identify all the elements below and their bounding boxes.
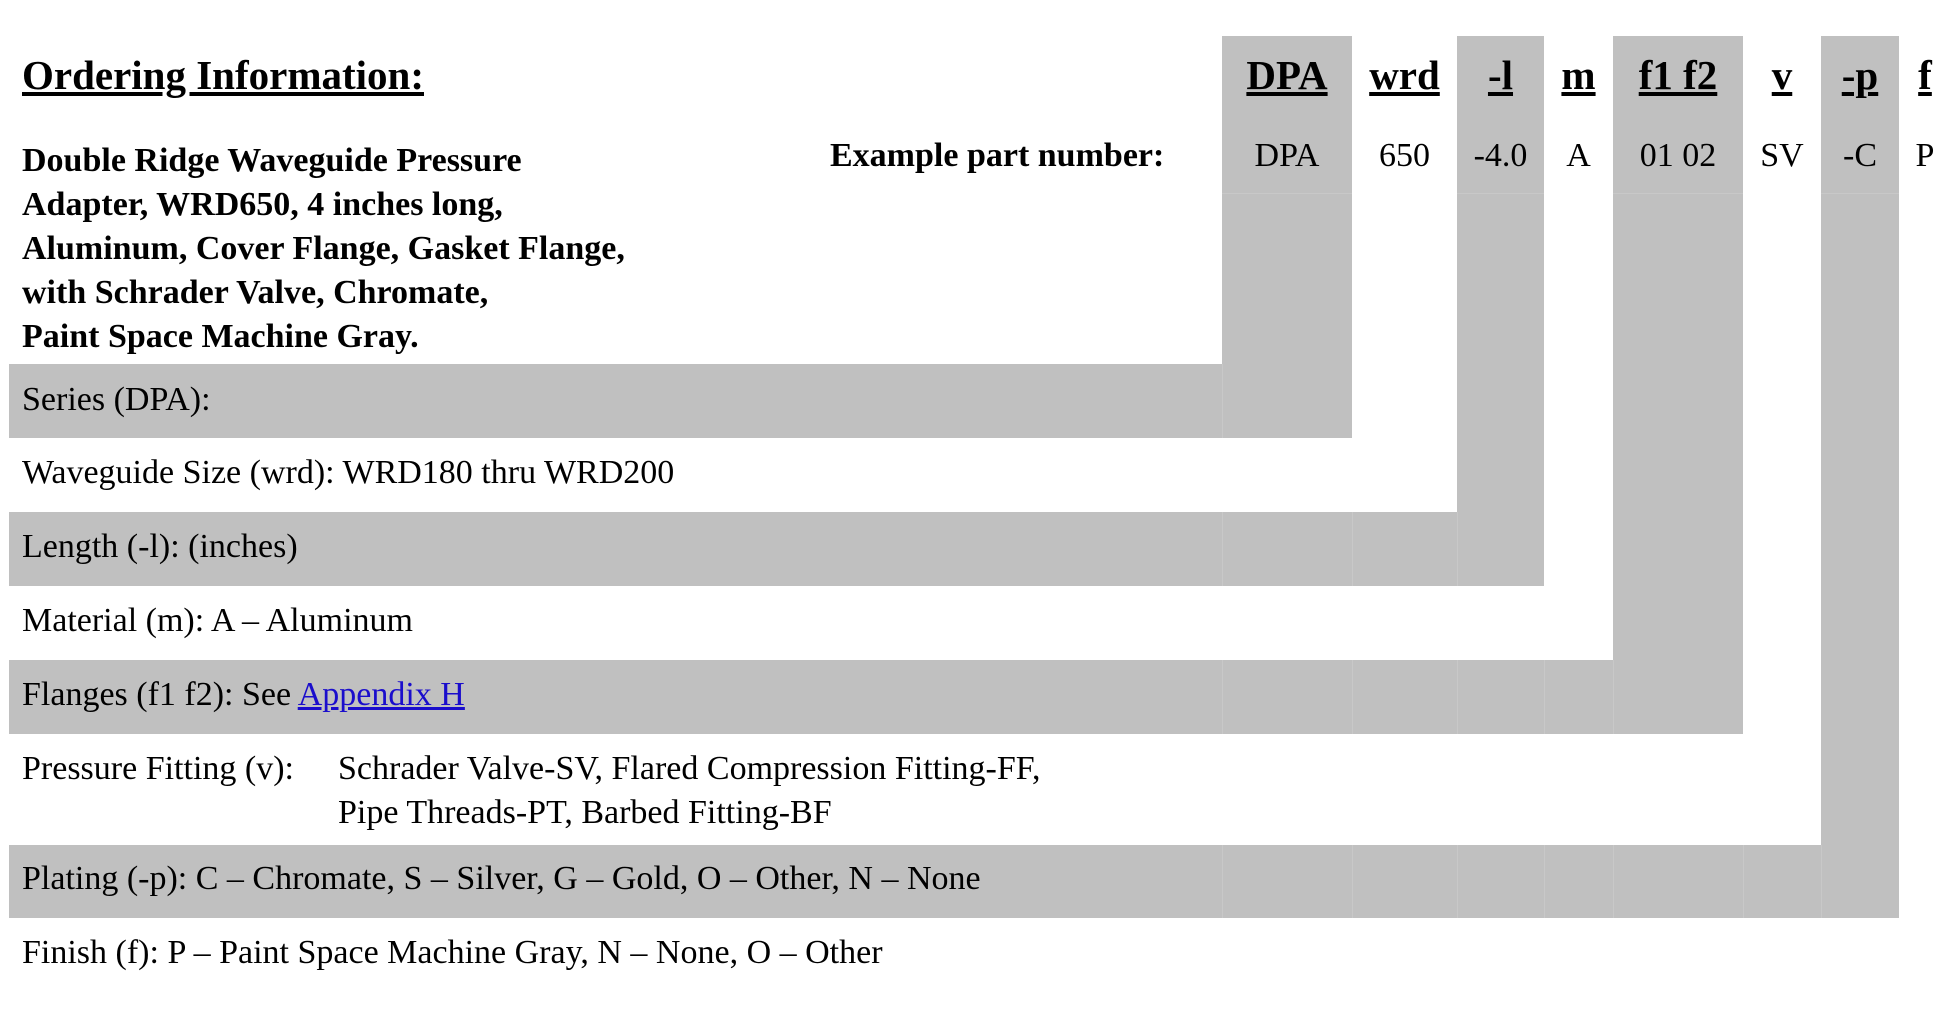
grid-line — [1222, 845, 1223, 918]
value-dpa: DPA — [1254, 137, 1320, 174]
finish-row: Finish (f): P – Paint Space Machine Gray, N – None, O – Other — [22, 934, 883, 971]
value-plating: -C — [1843, 137, 1877, 174]
value-flanges: 01 02 — [1639, 137, 1717, 174]
flanges-label: Flanges (f1 f2): See — [22, 676, 298, 713]
value-length: -4.0 — [1473, 137, 1528, 174]
length-row: Length (-l): (inches) — [22, 528, 298, 565]
page-title: Ordering Information: — [22, 52, 424, 98]
grid-line — [1457, 193, 1544, 194]
grid-line — [1222, 660, 1223, 734]
example-part-number-label: Example part number: — [830, 137, 1165, 174]
grid-line — [1222, 364, 1223, 438]
material-row: Material (m): A – Aluminum — [22, 602, 413, 639]
grid-line — [1352, 660, 1353, 734]
grid-line — [1544, 845, 1545, 918]
grid-line — [1613, 193, 1743, 194]
column-length-shade — [1457, 36, 1544, 512]
series-row: Series (DPA): — [22, 381, 211, 418]
grid-line — [1613, 845, 1614, 918]
header-dpa: DPA — [1246, 52, 1328, 98]
grid-line — [1457, 660, 1458, 734]
value-finish: P — [1915, 137, 1935, 174]
grid-line — [1222, 512, 1223, 586]
grid-line — [1821, 193, 1899, 194]
appendix-h-link[interactable]: Appendix H — [297, 676, 465, 713]
grid-line — [1352, 845, 1353, 918]
grid-line — [1222, 193, 1352, 194]
grid-line — [1613, 660, 1614, 734]
grid-line — [1457, 512, 1458, 586]
header-plating: -p — [1841, 52, 1879, 98]
header-length: -l — [1487, 52, 1514, 98]
header-finish: f — [1918, 52, 1932, 98]
value-valve: SV — [1760, 137, 1804, 174]
value-wrd: 650 — [1379, 137, 1430, 174]
header-wrd: wrd — [1369, 52, 1440, 98]
header-material: m — [1561, 52, 1596, 98]
pressure-fitting-label: Pressure Fitting (v): — [22, 750, 294, 787]
grid-line — [1457, 845, 1458, 918]
waveguide-row: Waveguide Size (wrd): WRD180 thru WRD200 — [22, 454, 675, 491]
pressure-fitting-line-1: Schrader Valve-SV, Flared Compression Fitting-FF, — [338, 750, 1041, 787]
value-material: A — [1566, 137, 1591, 174]
grid-line — [1821, 845, 1822, 918]
grid-line — [1544, 660, 1545, 734]
header-flanges: f1 f2 — [1638, 52, 1718, 98]
grid-line — [1743, 845, 1744, 918]
grid-line — [1352, 512, 1353, 586]
plating-row: Plating (-p): C – Chromate, S – Silver, G – Gold, O – Other, N – None — [22, 860, 981, 897]
example-description: Double Ridge Waveguide Pressure Adapter, WRD650, 4 inches long, Aluminum, Cover Flange, Gasket Flange, with Schrader Valve, Chromate, Paint Space Machine Gray. — [22, 142, 625, 355]
header-valve: v — [1771, 52, 1793, 98]
pressure-fitting-line-2: Pipe Threads-PT, Barbed Fitting-BF — [338, 794, 832, 831]
flanges-row — [22, 678, 465, 712]
